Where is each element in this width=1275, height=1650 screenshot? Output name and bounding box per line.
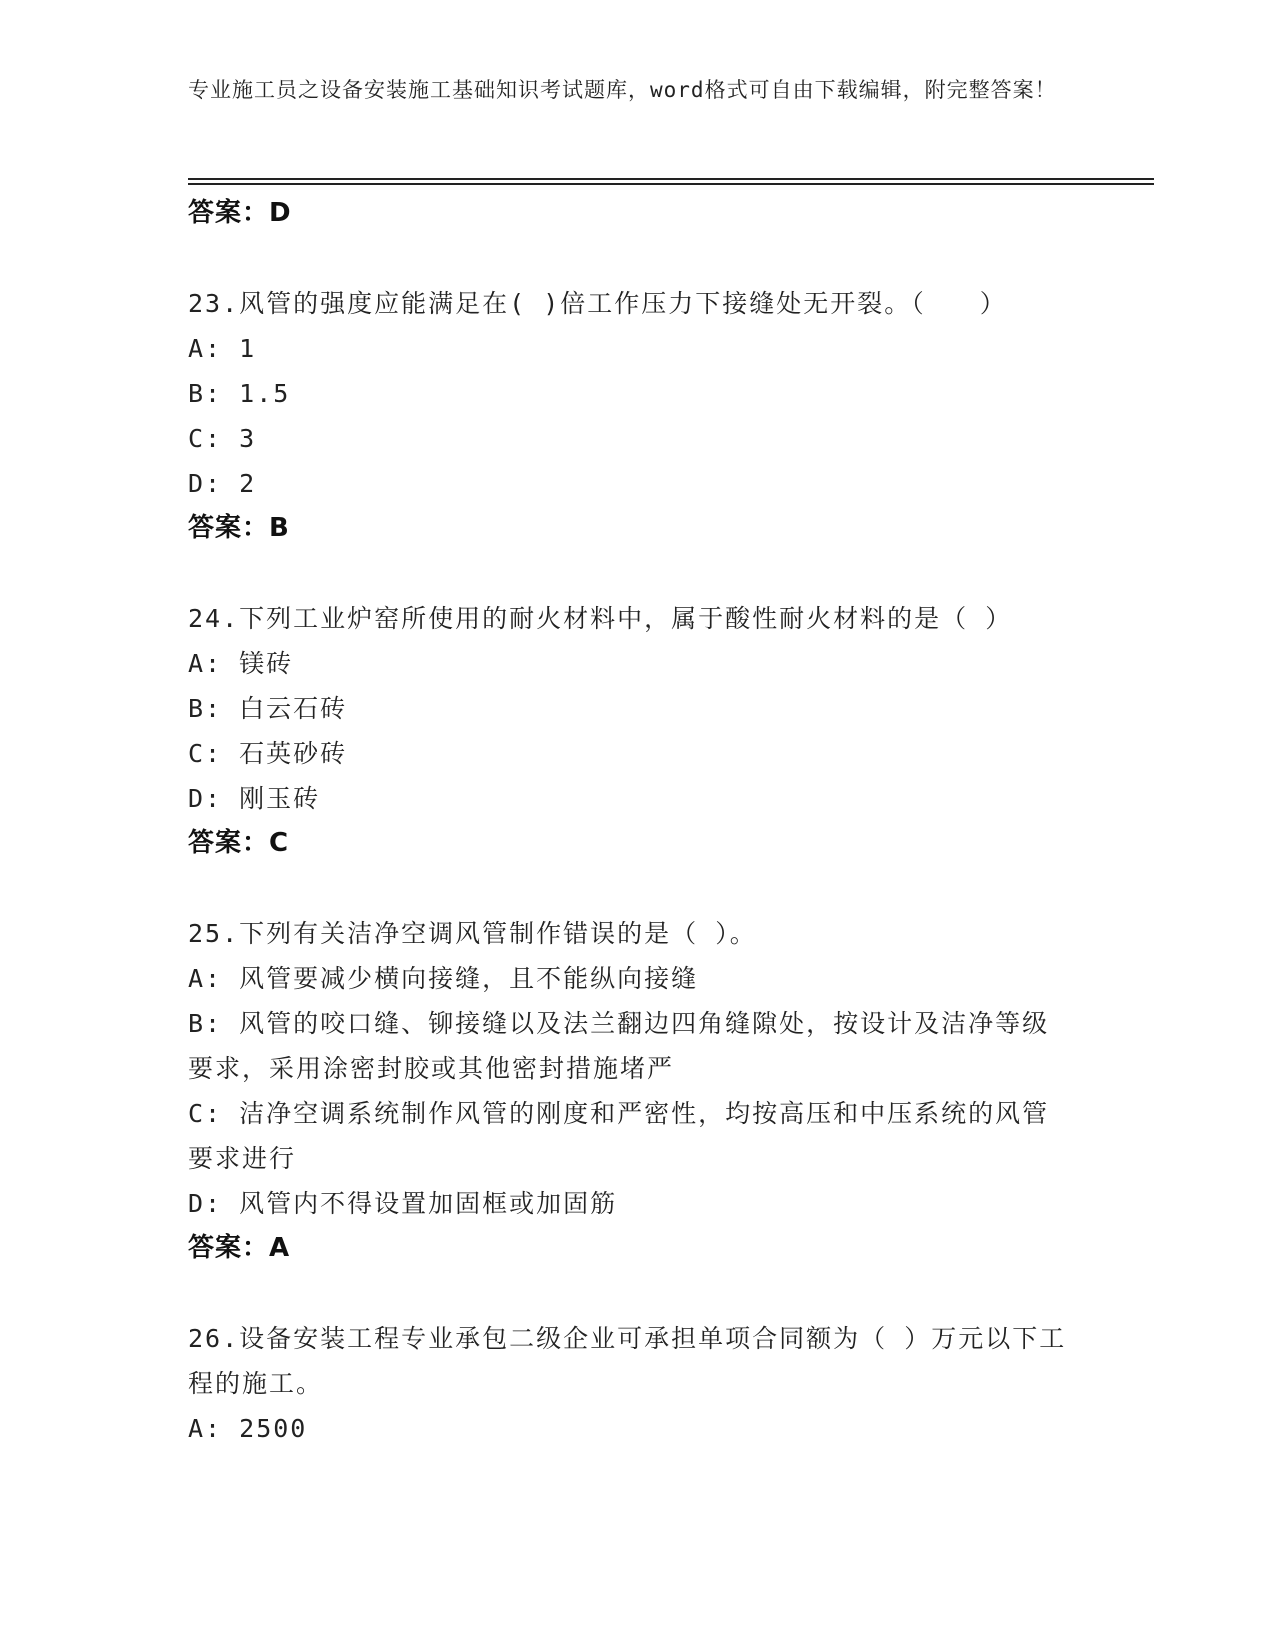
question-block <box>188 1316 1088 1451</box>
block-spacer <box>188 1271 1088 1316</box>
question-stem: 24.下列工业炉窑所使用的耐火材料中，属于酸性耐火材料的是（ ） <box>188 604 1013 633</box>
answer-line: 答案：C <box>188 828 290 858</box>
option-a: A: 2500 <box>188 1414 308 1443</box>
option-a: A: 1 <box>188 334 257 363</box>
question-list <box>188 191 1088 1451</box>
option-d: D: 刚玉砖 <box>188 784 321 813</box>
document-header: 专业施工员之设备安装施工基础知识考试题库，word格式可自由下载编辑，附完整答案！ <box>188 78 1057 102</box>
option-a: A: 风管要减少横向接缝，且不能纵向接缝 <box>188 964 699 993</box>
option-b: B: 风管的咬口缝、铆接缝以及法兰翻边四角缝隙处，按设计及洁净等级要求，采用涂密封胶或其他密封措施堵严 <box>188 1009 1050 1083</box>
option-d: D: 2 <box>188 469 257 498</box>
option-b: B: 1.5 <box>188 379 291 408</box>
option-c: C: 石英砂砖 <box>188 739 348 768</box>
option-b: B: 白云石砖 <box>188 694 348 723</box>
option-a: A: 镁砖 <box>188 649 294 678</box>
question-block <box>188 281 1088 551</box>
question-stem: 23.风管的强度应能满足在( )倍工作压力下接缝处无开裂。（ ） <box>188 289 1007 318</box>
answer-line: 答案：B <box>188 513 290 543</box>
block-spacer <box>188 866 1088 911</box>
answer-line: 答案：D <box>188 198 292 228</box>
option-d: D: 风管内不得设置加固框或加固筋 <box>188 1189 618 1218</box>
question-stem: 25.下列有关洁净空调风管制作错误的是（ ）。 <box>188 919 757 948</box>
question-block <box>188 596 1088 866</box>
question-stem: 26.设备安装工程专业承包二级企业可承担单项合同额为（ ）万元以下工程的施工。 <box>188 1324 1067 1398</box>
option-c: C: 3 <box>188 424 257 453</box>
header-divider-top <box>188 178 1154 180</box>
block-spacer <box>188 551 1088 596</box>
answer-line: 答案：A <box>188 1233 291 1263</box>
header-divider-bottom <box>188 183 1154 185</box>
option-c: C: 洁净空调系统制作风管的刚度和严密性，均按高压和中压系统的风管要求进行 <box>188 1099 1050 1173</box>
block-spacer <box>188 236 1088 281</box>
question-block <box>188 911 1088 1271</box>
